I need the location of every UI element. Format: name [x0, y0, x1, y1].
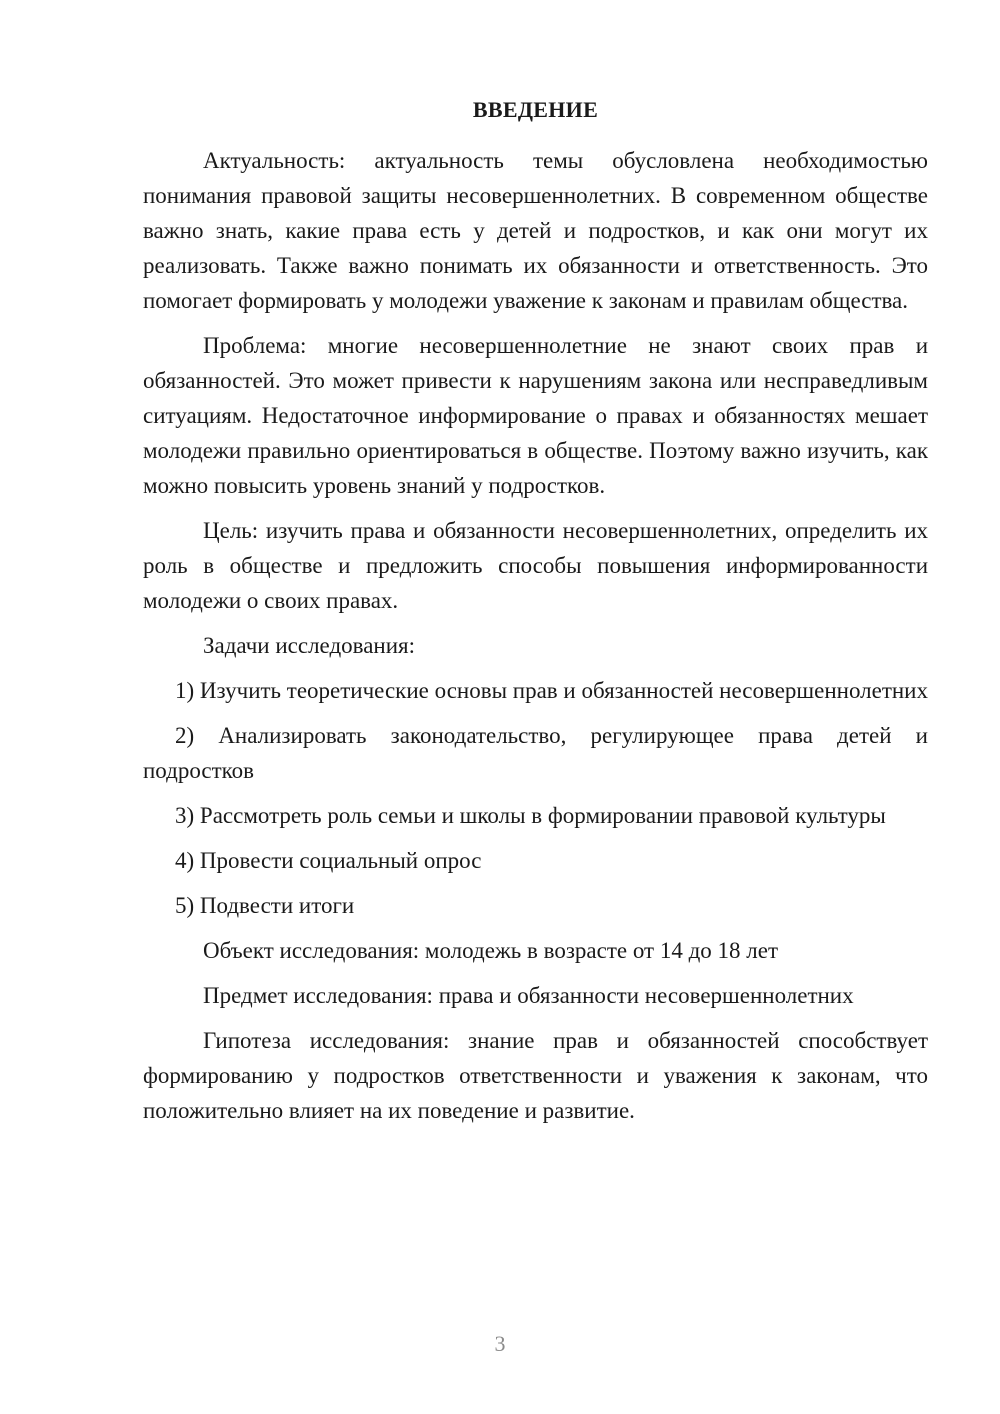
problem-paragraph: Проблема: многие несовершеннолетние не знают своих прав и обязанностей. Это может привести к нарушениям закона или несправедливым ситуациям. Недостаточное информирование о правах и обязанностях мешает молодежи правильно ориентироваться в обществе. Поэтому важно изучить, как можно повысить уровень знаний у подростков. [143, 333, 928, 498]
page-content [143, 94, 928, 1138]
tasks-heading: Задачи исследования: [203, 633, 416, 658]
task-item: 2) Анализировать законодательство, регулирующее права детей и подростков [143, 723, 928, 783]
task-item: 5) Подвести итоги [175, 893, 355, 918]
page-number: 3 [494, 1331, 506, 1356]
research-hypothesis: Гипотеза исследования: знание прав и обязанностей способствует формированию у подростков ответственности и уважения к законам, что положительно влияет на их поведение и развитие. [143, 1028, 928, 1123]
research-object: Объект исследования: молодежь в возрасте от 14 до 18 лет [203, 938, 779, 963]
section-title: ВВЕДЕНИЕ [472, 97, 599, 122]
relevance-paragraph: Актуальность: актуальность темы обусловлена необходимостью понимания правовой защиты несовершеннолетних. В современном обществе важно знать, какие права есть у детей и подростков, и как они могут их реализовать. Также важно понимать их обязанности и ответственность. Это помогает формировать у молодежи уважение к законам и правилам общества. [143, 148, 928, 313]
task-item: 4) Провести социальный опрос [175, 848, 482, 873]
task-item: 3) Рассмотреть роль семьи и школы в формировании правовой культуры [175, 803, 886, 828]
goal-paragraph: Цель: изучить права и обязанности несовершеннолетних, определить их роль в обществе и предложить способы повышения информированности молодежи о своих правах. [143, 518, 928, 613]
research-subject: Предмет исследования: права и обязанности несовершеннолетних [203, 983, 854, 1008]
task-item: 1) Изучить теоретические основы прав и обязанностей несовершеннолетних [175, 678, 928, 703]
